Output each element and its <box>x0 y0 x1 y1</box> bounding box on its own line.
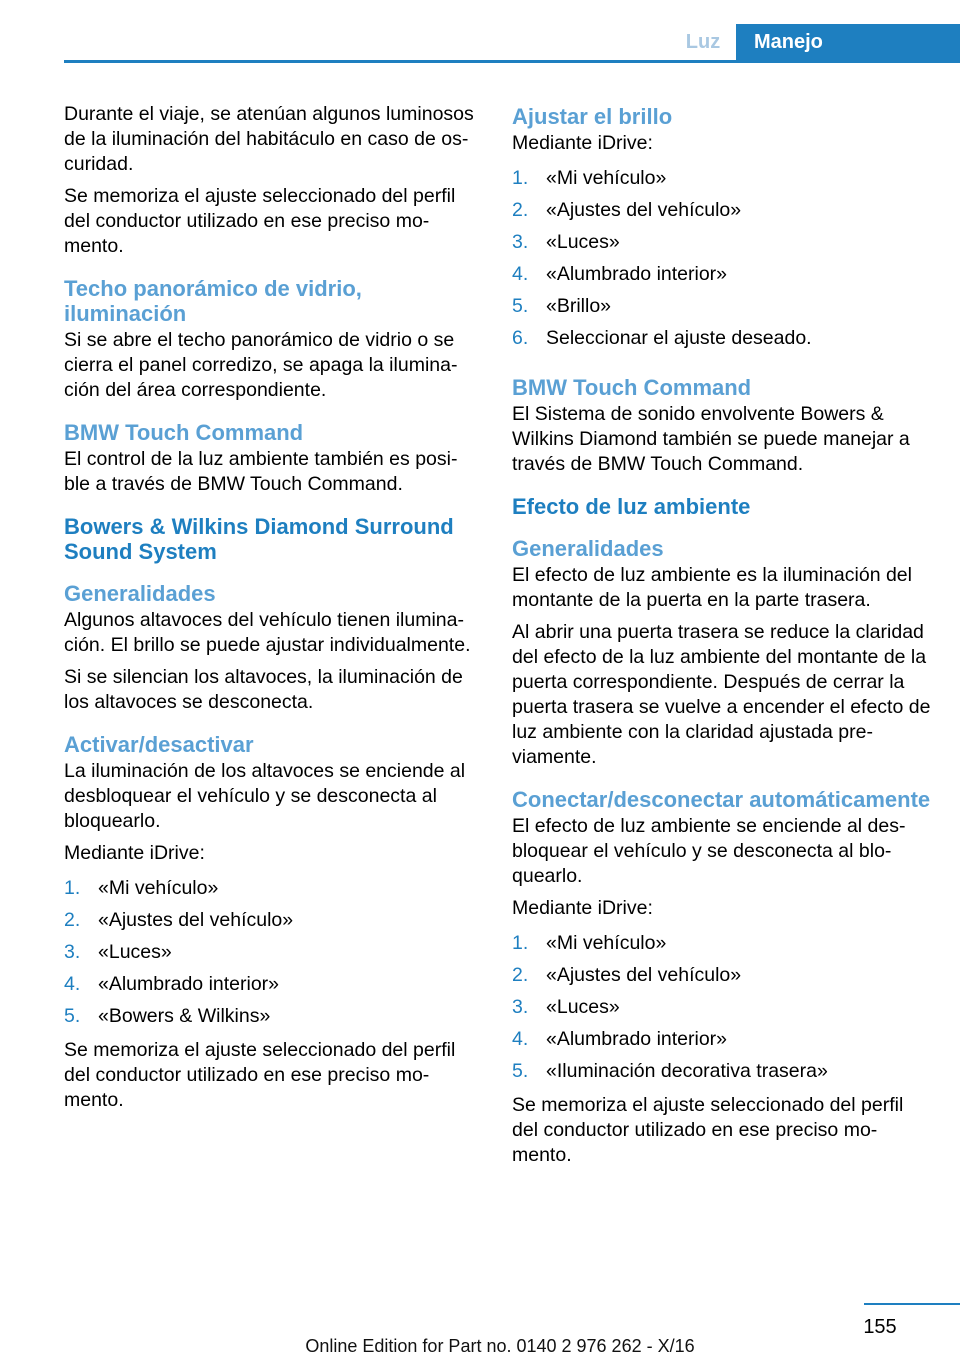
step-number: 2. <box>512 199 529 221</box>
step-text: «Luces» <box>546 231 620 253</box>
conectar-paragraph: El efecto de luz ambiente se enciende al des‐ bloquear el vehículo y se desconecta al blo‐ quearlo. <box>512 815 906 887</box>
touch-paragraph-right: El Sistema de sonido envolvente Bowers & Wilkins Diamond también se puede manejar a través de BMW Touch Command. <box>512 403 910 475</box>
step-text: «Luces» <box>546 996 620 1018</box>
heading-activar-desactivar: Activar/desactivar <box>64 732 254 757</box>
list-item <box>512 326 932 358</box>
step-text: «Ajustes del vehículo» <box>98 909 294 931</box>
list-item <box>64 940 480 972</box>
step-text: «Brillo» <box>546 295 612 317</box>
list-item <box>512 1027 932 1059</box>
list-item <box>512 294 932 326</box>
edition-footer: Online Edition for Part no. 0140 2 976 262 - X/16 <box>305 1336 695 1356</box>
step-number: 1. <box>512 167 529 189</box>
step-number: 4. <box>512 263 529 285</box>
heading-conectar-desconectar: Conectar/desconectar automáticamente <box>512 787 931 812</box>
conectar-after-paragraph: Se memoriza el ajuste seleccionado del perfil del conductor utilizado en ese preciso mo‐ mento. <box>512 1094 904 1166</box>
step-text: Seleccionar el ajuste deseado. <box>546 327 812 349</box>
intro-paragraph-1: Durante el viaje, se atenúan algunos luminosos de la iluminación del habitáculo en caso de os‐ curidad. <box>64 103 474 175</box>
page-number: 155 <box>863 1316 897 1338</box>
list-item <box>64 908 480 940</box>
step-number: 5. <box>64 1005 81 1027</box>
step-number: 4. <box>64 973 81 995</box>
conectar-steps-list <box>512 931 932 1091</box>
heading-bowers-wilkins: Bowers & Wilkins Diamond Surround Sound System <box>64 514 454 564</box>
list-item <box>64 1004 480 1036</box>
step-text: «Mi vehículo» <box>546 167 667 189</box>
step-number: 1. <box>512 932 529 954</box>
list-item <box>512 1059 932 1091</box>
step-text: «Alumbrado interior» <box>546 263 728 285</box>
step-number: 5. <box>512 1060 529 1082</box>
step-text: «Mi vehículo» <box>98 877 219 899</box>
step-text: «Alumbrado interior» <box>98 973 280 995</box>
step-text: «Luces» <box>98 941 172 963</box>
step-number: 4. <box>512 1028 529 1050</box>
step-text: «Bowers & Wilkins» <box>98 1005 271 1027</box>
list-item <box>512 166 932 198</box>
step-text: «Mi vehículo» <box>546 932 667 954</box>
list-item <box>512 963 932 995</box>
techo-paragraph: Si se abre el techo panorámico de vidrio o se cierra el panel corredizo, se apaga la ilumina‐ ción del área correspondiente. <box>64 329 458 401</box>
activar-idrive-label: Mediante iDrive: <box>64 842 205 864</box>
chapter-tab-manejo: Manejo <box>736 24 960 61</box>
heading-touch-command-left: BMW Touch Command <box>64 420 304 445</box>
step-text: «Alumbrado interior» <box>546 1028 728 1050</box>
heading-generalidades-right: Generalidades <box>512 536 664 561</box>
touch-paragraph-left: El control de la luz ambiente también es posi‐ ble a través de BMW Touch Command. <box>64 448 458 495</box>
list-item <box>512 931 932 963</box>
list-item <box>512 198 932 230</box>
header-rule <box>64 60 960 63</box>
heading-techo-panoramico: Techo panorámico de vidrio, iluminación <box>64 276 362 326</box>
step-number: 5. <box>512 295 529 317</box>
step-number: 2. <box>512 964 529 986</box>
generalidades-right-paragraph-2: Al abrir una puerta trasera se reduce la claridad del efecto de la luz ambiente del montante de la puerta correspondiente. Después de cerrar la puerta trasera se vuelve a encender el efecto de luz ambiente con la claridad ajustada pre‐ viamente. <box>512 621 931 768</box>
footer-rule <box>864 1303 960 1305</box>
heading-generalidades-left: Generalidades <box>64 581 216 606</box>
generalidades-right-paragraph-1: El efecto de luz ambiente es la iluminación del montante de la puerta en la parte trasera. <box>512 564 912 611</box>
heading-ajustar-brillo: Ajustar el brillo <box>512 104 673 129</box>
activar-paragraph: La iluminación de los altavoces se enciende al desbloquear el vehículo y se desconecta al bloquearlo. <box>64 760 466 832</box>
step-text: «Ajustes del vehículo» <box>546 964 742 986</box>
brillo-steps-list <box>512 166 932 358</box>
step-number: 3. <box>512 996 529 1018</box>
list-item <box>64 876 480 908</box>
step-number: 3. <box>512 231 529 253</box>
brillo-idrive-label: Mediante iDrive: <box>512 132 653 154</box>
list-item <box>64 972 480 1004</box>
intro-paragraph-2: Se memoriza el ajuste seleccionado del perfil del conductor utilizado en ese preciso mo‐ mento. <box>64 185 456 257</box>
list-item <box>512 230 932 262</box>
right-column <box>512 102 932 1175</box>
step-number: 1. <box>64 877 81 899</box>
list-item <box>512 262 932 294</box>
step-number: 6. <box>512 327 529 349</box>
list-item <box>512 995 932 1027</box>
step-number: 3. <box>64 941 81 963</box>
activar-steps-list <box>64 876 480 1036</box>
step-number: 2. <box>64 909 81 931</box>
step-text: «Iluminación decorativa trasera» <box>546 1060 828 1082</box>
heading-efecto-luz-ambiente: Efecto de luz ambiente <box>512 494 751 519</box>
left-column <box>64 102 480 1120</box>
generalidades-left-paragraph-1: Algunos altavoces del vehículo tienen ilumina‐ ción. El brillo se puede ajustar individualmente. <box>64 609 471 656</box>
heading-touch-command-right: BMW Touch Command <box>512 375 752 400</box>
step-text: «Ajustes del vehículo» <box>546 199 742 221</box>
generalidades-left-paragraph-2: Si se silencian los altavoces, la iluminación de los altavoces se desconecta. <box>64 666 463 713</box>
conectar-idrive-label: Mediante iDrive: <box>512 897 653 919</box>
activar-after-paragraph: Se memoriza el ajuste seleccionado del perfil del conductor utilizado en ese preciso mo‐ mento. <box>64 1039 456 1111</box>
section-tab-luz: Luz <box>685 31 721 53</box>
